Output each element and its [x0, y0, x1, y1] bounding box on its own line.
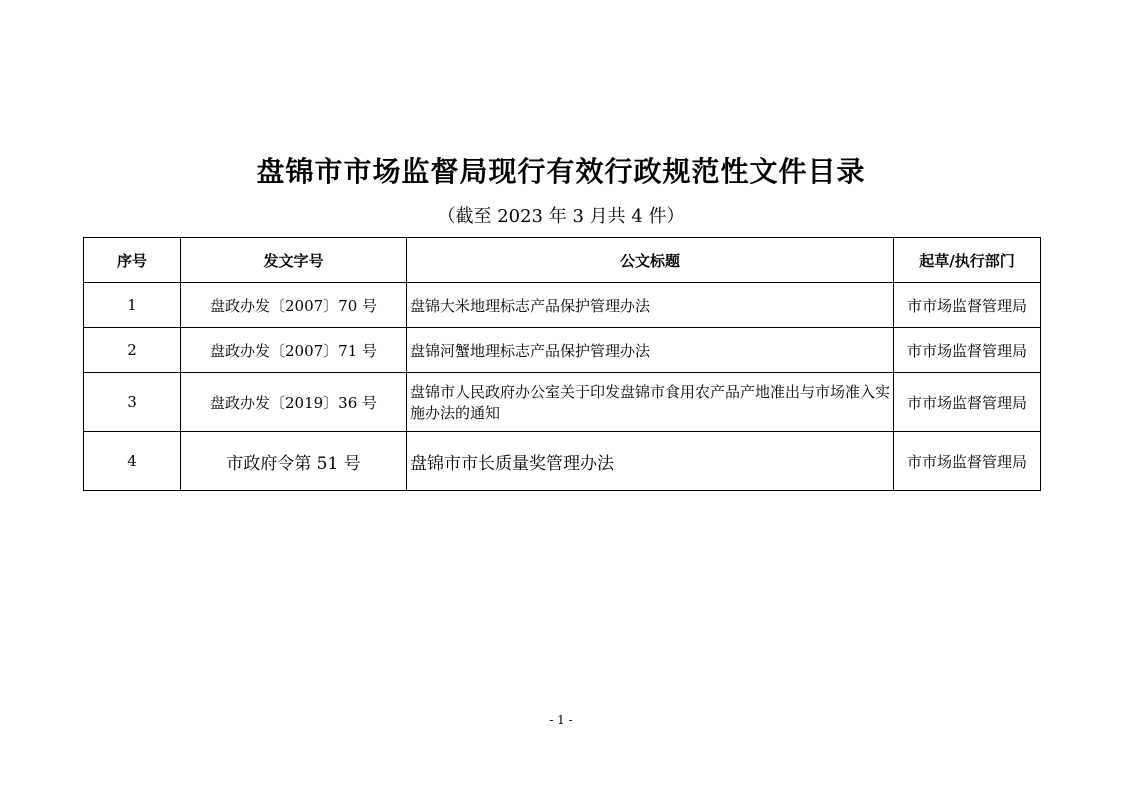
row-doc-number: 盘政办发〔2007〕71 号 — [181, 328, 407, 373]
table-row — [84, 432, 1041, 491]
row-department: 市市场监督管理局 — [894, 373, 1041, 432]
table-row — [84, 328, 1041, 373]
row-doc-title: 盘锦市市长质量奖管理办法 — [407, 432, 894, 491]
row-doc-number: 盘政办发〔2007〕70 号 — [181, 283, 407, 328]
header-serial: 序号 — [84, 238, 181, 283]
table-row — [84, 373, 1041, 432]
page-title: 盘锦市市场监督局现行有效行政规范性文件目录 — [256, 155, 866, 188]
page-subtitle: （截至 2023 年 3 月共 4 件） — [437, 206, 685, 227]
row-doc-title: 盘锦大米地理标志产品保护管理办法 — [407, 283, 894, 328]
row-doc-number: 市政府令第 51 号 — [181, 432, 407, 491]
header-doc-title: 公文标题 — [407, 238, 894, 283]
row-serial: 3 — [84, 373, 181, 432]
documents-table — [83, 237, 1041, 491]
row-doc-title: 盘锦河蟹地理标志产品保护管理办法 — [407, 328, 894, 373]
row-department: 市市场监督管理局 — [894, 328, 1041, 373]
table-row — [84, 283, 1041, 328]
page-number: - 1 - — [549, 713, 573, 727]
row-serial: 4 — [84, 432, 181, 491]
row-department: 市市场监督管理局 — [894, 283, 1041, 328]
header-doc-number: 发文字号 — [181, 238, 407, 283]
row-doc-number: 盘政办发〔2019〕36 号 — [181, 373, 407, 432]
row-serial: 1 — [84, 283, 181, 328]
row-doc-title: 盘锦市人民政府办公室关于印发盘锦市食用农产品产地准出与市场准入实施办法的通知 — [407, 373, 894, 432]
row-serial: 2 — [84, 328, 181, 373]
header-department: 起草/执行部门 — [894, 238, 1041, 283]
table-header-row — [84, 238, 1041, 283]
row-department: 市市场监督管理局 — [894, 432, 1041, 491]
